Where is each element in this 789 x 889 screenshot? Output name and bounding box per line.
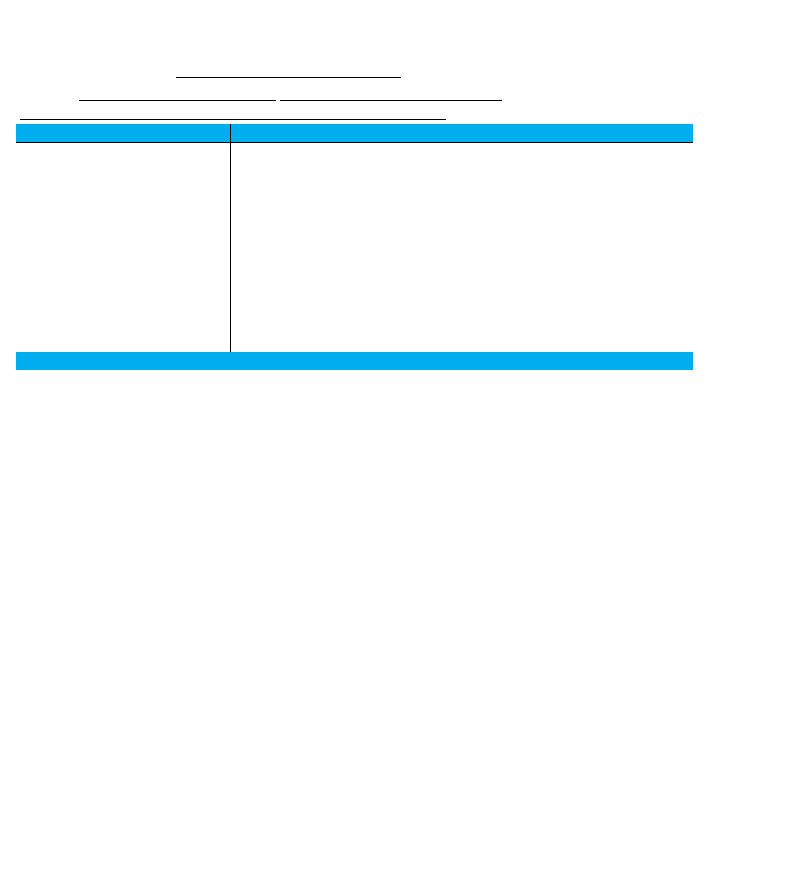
component-legend — [20, 869, 90, 884]
time-field[interactable] — [280, 89, 502, 101]
teacher-field[interactable] — [79, 89, 276, 101]
plan-do-header-bar — [16, 124, 693, 142]
day1-field[interactable] — [20, 108, 168, 120]
day16-field[interactable] — [168, 108, 346, 120]
plan-bar-bottom — [16, 142, 693, 143]
plan-do-divider — [230, 124, 231, 352]
school-title — [176, 65, 401, 83]
day-row — [20, 108, 446, 123]
teacher-row — [79, 89, 502, 104]
table-header-bar — [16, 352, 693, 370]
group-field[interactable] — [346, 108, 446, 120]
school-name-blank[interactable] — [176, 65, 401, 78]
